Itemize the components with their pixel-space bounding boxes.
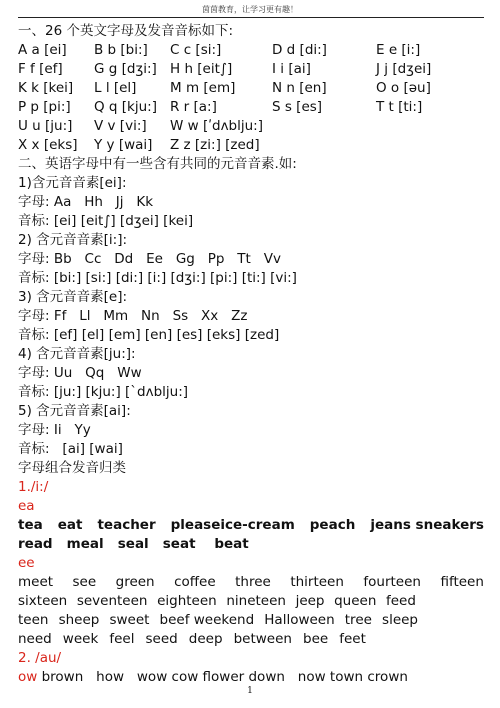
group-title: 3) 含元音音素[e]: (18, 289, 128, 305)
group-phonetics: 音标: [ai] [wai] (18, 441, 123, 457)
word: fifteen (440, 574, 484, 590)
alphabet-cell: F f [ef] (18, 61, 63, 77)
group-phonetics: 音标: [ef] [el] [em] [en] [es] [eks] [zed] (18, 327, 280, 343)
ea-words-row-2: read meal seal seat beat (18, 536, 249, 552)
group-phonetics: 音标: [ju:] [kju:] [`dʌblju:] (18, 384, 189, 400)
alphabet-cell: E e [i:] (376, 42, 421, 58)
word: peach (309, 517, 356, 533)
word: pleaseice-cream (170, 517, 295, 533)
word: see (72, 574, 97, 590)
alphabet-cell: U u [ju:] (18, 118, 73, 134)
group-letters: 字母: Ii Yy (18, 422, 91, 438)
word: nineteen (226, 593, 286, 609)
page-header: 茵茵教育，让学习更有趣！ (202, 5, 298, 14)
word: teacher (97, 517, 156, 533)
ow-words: brown how wow cow flower down now town crown (37, 669, 408, 685)
word: green (115, 574, 155, 590)
alphabet-cell: H h [eit∫] (170, 61, 233, 77)
word: three (235, 574, 271, 590)
word: bee (303, 631, 329, 647)
group-title: 5) 含元音音素[ai]: (18, 403, 131, 419)
alphabet-cell: R r [a:] (170, 99, 217, 115)
word: fourteen (363, 574, 421, 590)
word: Halloween (264, 612, 335, 628)
alphabet-cell: T t [ti:] (376, 99, 423, 115)
alphabet-row (18, 41, 488, 59)
alphabet-row (18, 60, 488, 78)
alphabet-cell: I i [ai] (272, 61, 311, 77)
ee-label: ee (18, 555, 35, 571)
alphabet-cell: P p [pi:] (18, 99, 71, 115)
alphabet-cell: G g [dʒi:] (94, 61, 157, 77)
alphabet-cell: O o [əu] (376, 80, 431, 96)
alphabet-cell: Y y [wai] (94, 137, 153, 153)
word: meet (18, 574, 54, 590)
group-title: 2) 含元音音素[i:]: (18, 232, 128, 248)
section1-title: 一、26 个英文字母及发音音标如下: (18, 23, 234, 39)
alphabet-row (18, 117, 488, 135)
group-title: 4) 含元音音素[ju:]: (18, 346, 136, 362)
word: queen (334, 593, 377, 609)
word: tree (344, 612, 372, 628)
ee-words-row (18, 611, 418, 629)
word: feed (385, 593, 416, 609)
word: teen (18, 612, 49, 628)
alphabet-cell: Z z [zi:] [zed] (170, 137, 260, 153)
group-letters: 字母: Aa Hh Jj Kk (18, 194, 154, 210)
alphabet-cell: J j [dʒei] (376, 61, 432, 77)
combo1-heading: 1./i:/ (18, 479, 49, 495)
word: coffee (174, 574, 216, 590)
alphabet-row (18, 79, 488, 97)
ow-row (18, 668, 408, 686)
word: sheep (58, 612, 100, 628)
word: tea (18, 517, 43, 533)
group-phonetics: 音标: [ei] [eit∫] [dʒei] [kei] (18, 213, 194, 229)
word: jeans sneakers (370, 517, 484, 533)
alphabet-row (18, 136, 488, 154)
alphabet-cell: V v [vi:] (94, 118, 147, 134)
alphabet-cell: B b [bi:] (94, 42, 148, 58)
word: sixteen (18, 593, 68, 609)
word: jeep (295, 593, 325, 609)
word: beef weekend (159, 612, 255, 628)
group-letters: 字母: Bb Cc Dd Ee Gg Pp Tt Vv (18, 251, 281, 267)
group-phonetics: 音标: [bi:] [si:] [di:] [i:] [dʒi:] [pi:] [ti:] [vi:] (18, 270, 297, 286)
alphabet-cell: S s [es] (272, 99, 323, 115)
section2-title: 二、英语字母中有一些含有共同的元音音素.如: (18, 156, 297, 172)
word: sleep (382, 612, 418, 628)
word: feel (109, 631, 135, 647)
alphabet-cell: K k [kei] (18, 80, 74, 96)
combo-title: 字母组合发音归类 (18, 460, 126, 476)
word: between (233, 631, 292, 647)
alphabet-cell: C c [si:] (170, 42, 222, 58)
page-number: 1 (247, 686, 253, 696)
alphabet-cell: L l [el] (94, 80, 137, 96)
ee-words-row (18, 573, 484, 591)
group-letters: 字母: Ff Ll Mm Nn Ss Xx Zz (18, 308, 248, 324)
combo2-heading: 2. /au/ (18, 650, 62, 666)
ea-words-row (18, 516, 484, 534)
alphabet-row (18, 98, 488, 116)
word: seed (145, 631, 178, 647)
word: thirteen (290, 574, 344, 590)
alphabet-cell: Q q [kju:] (94, 99, 157, 115)
word: sweet (109, 612, 150, 628)
group-letters: 字母: Uu Qq Ww (18, 365, 142, 381)
word: deep (188, 631, 223, 647)
word: feet (339, 631, 366, 647)
word: eighteen (157, 593, 217, 609)
ow-label: ow (18, 669, 38, 685)
alphabet-cell: X x [eks] (18, 137, 78, 153)
ee-words-row (18, 592, 416, 610)
word: need (18, 631, 52, 647)
alphabet-cell: M m [em] (170, 80, 236, 96)
alphabet-cell: N n [en] (272, 80, 327, 96)
word: eat (57, 517, 83, 533)
alphabet-cell: A a [ei] (18, 42, 67, 58)
word: seventeen (76, 593, 148, 609)
ea-label: ea (18, 498, 35, 514)
ee-words-row (18, 630, 366, 648)
alphabet-cell: D d [di:] (272, 42, 327, 58)
alphabet-cell: W w [ʹdʌblju:] (170, 118, 263, 134)
header-divider (18, 17, 484, 18)
word: week (62, 631, 99, 647)
group-title: 1)含元音音素[ei]: (18, 175, 127, 191)
